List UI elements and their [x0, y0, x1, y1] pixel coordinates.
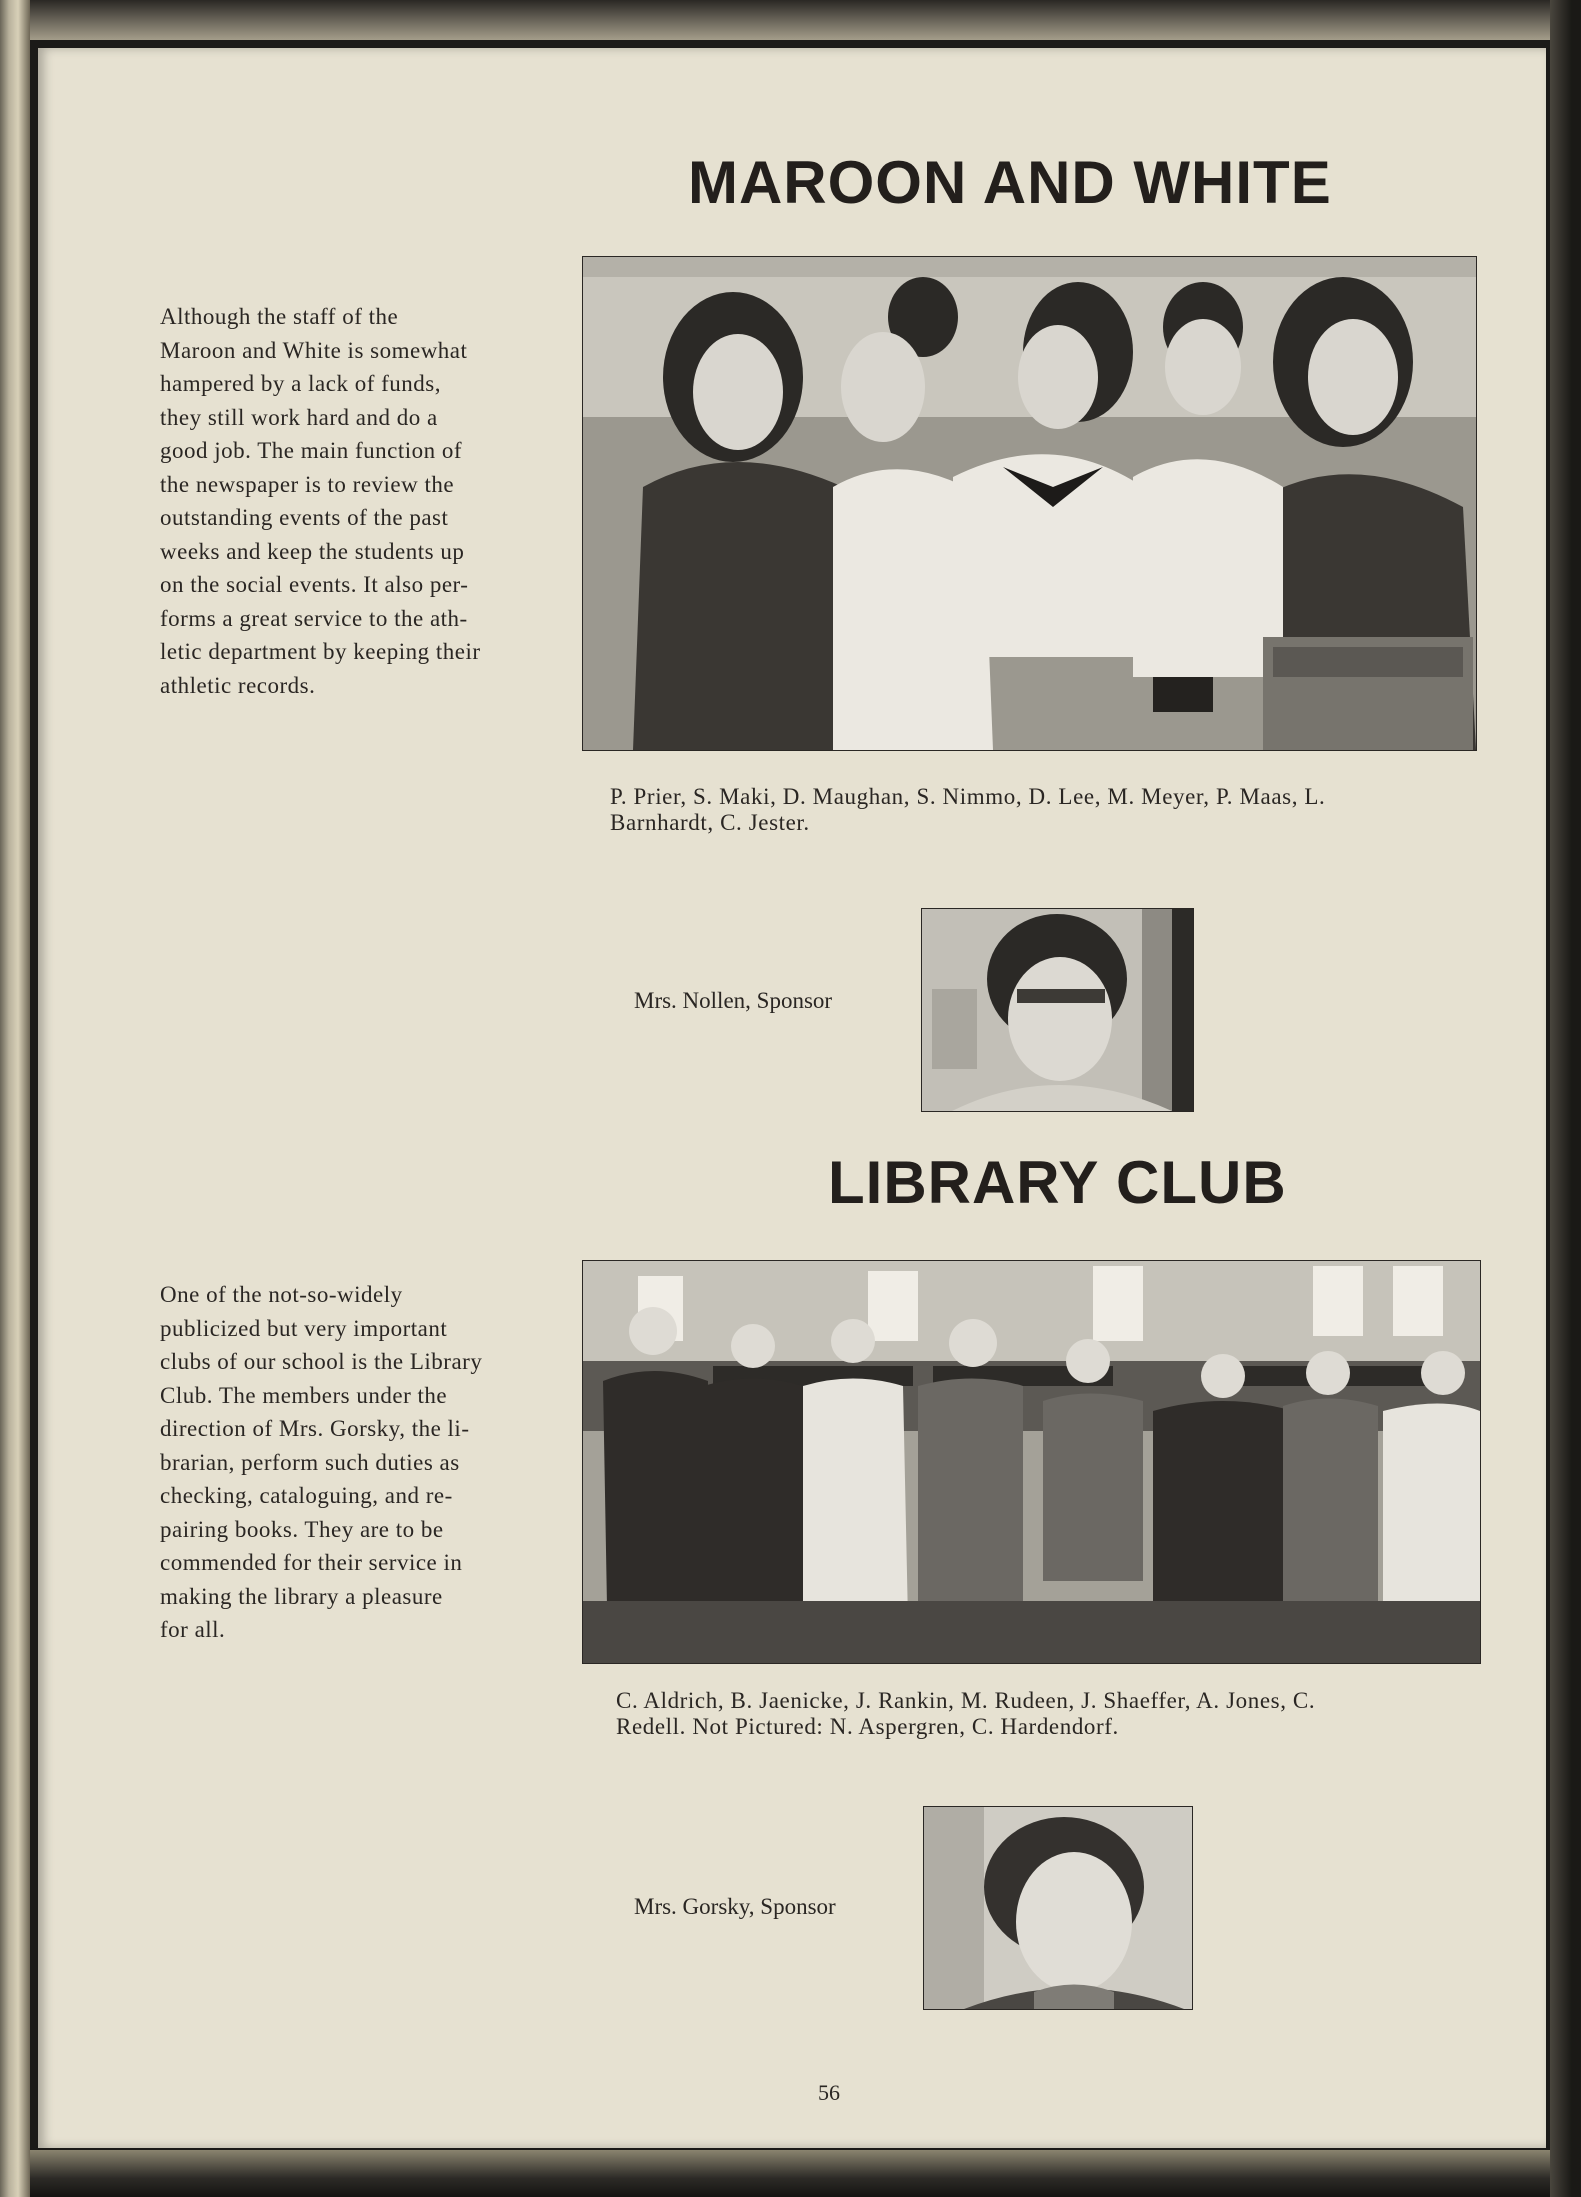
newspaper-staff-photo: [582, 256, 1477, 751]
maroon-and-white-description: Although the staff of the Maroon and White is somewhat hampered by a lack of funds, they still work hard and do a good job. The main function of the newspaper is to review the outstanding events of the past weeks and keep the students up on the social events. It also per- forms a great service to the ath- letic department by keeping their athletic records.: [160, 304, 481, 698]
yearbook-page: [38, 48, 1546, 2148]
book-spine: [0, 0, 30, 2197]
page-number: 56: [818, 2080, 840, 2105]
newspaper-staff-caption: P. Prier, S. Maki, D. Maughan, S. Nimmo, D. Lee, M. Meyer, P. Maas, L. Barnhardt, C. Jester.: [610, 784, 1326, 835]
library-club-sponsor: Mrs. Gorsky, Sponsor: [634, 1894, 836, 1919]
library-club-caption: C. Aldrich, B. Jaenicke, J. Rankin, M. Rudeen, J. Shaeffer, A. Jones, C. Redell. Not Pictured: N. Aspergren, C. Hardendorf.: [616, 1688, 1316, 1739]
page-bottom-edge: [30, 2150, 1550, 2197]
library-club-description: One of the not-so-widely publicized but very important clubs of our school is the Library Club. The members under the direction of Mrs. Gorsky, the li- brarian, perform such duties as checking, cataloguing, and re- pairing books. They are to be commended for their service in making the library a pleasure for all.: [160, 1282, 483, 1642]
mrs-nollen-portrait: [921, 908, 1194, 1112]
page-right-edge: [1550, 0, 1581, 2197]
library-club-photo: [582, 1260, 1481, 1664]
maroon-and-white-sponsor: Mrs. Nollen, Sponsor: [634, 988, 833, 1013]
mrs-gorsky-portrait: [923, 1806, 1193, 2010]
page-top-edge: [30, 0, 1550, 40]
maroon-and-white-heading: MAROON AND WHITE: [688, 149, 1332, 216]
library-club-heading: LIBRARY CLUB: [828, 1149, 1287, 1216]
